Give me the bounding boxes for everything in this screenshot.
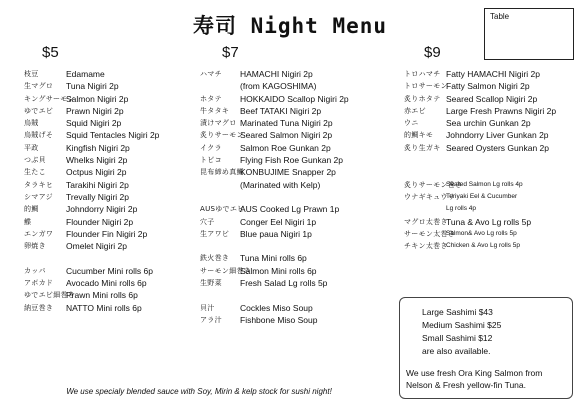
menu-item-english-name: (from KAGOSHIMA): [240, 81, 317, 92]
menu-item-english-name: Beef TATAKI Nigiri 2p: [240, 105, 322, 116]
price-header-9: $9: [424, 44, 441, 61]
menu-item-english-name: Edamame: [66, 69, 105, 79]
menu-item-japanese-name: トロハマチ: [404, 70, 441, 78]
menu-item-english-name: Tarakihi Nigiri 2p: [66, 179, 129, 190]
menu-item-japanese-name: アボカド: [24, 279, 54, 288]
menu-item-japanese-name: イクラ: [200, 143, 222, 152]
menu-item-english-name: Squid Nigiri 2p: [66, 118, 122, 129]
menu-item-japanese-name: ウニ: [404, 119, 419, 128]
menu-item-english-name: Large Fresh Prawns Nigiri 2p: [446, 105, 557, 116]
menu-item-japanese-name: アラ汁: [200, 315, 222, 324]
menu-item-english-name: Flounder Nigiri 2p: [66, 216, 134, 227]
menu-item-japanese-name: 烏賊: [24, 119, 39, 128]
menu-item-english-name: Teriyaki Eel & Cucumber: [446, 192, 518, 200]
menu-item-english-name: Flounder Fin Nigiri 2p: [66, 228, 148, 239]
menu-item-english-name: (Marinated with Kelp): [240, 179, 321, 190]
sashimi-medium: Medium Sashimi $25: [422, 320, 502, 330]
menu-item-japanese-name: 生たこ: [24, 168, 46, 177]
menu-item-english-name: Salmon Roe Gunkan 2p: [240, 142, 331, 153]
menu-item-japanese-name: 生アワビ: [200, 229, 230, 238]
menu-item-japanese-name: 穴子: [200, 217, 215, 226]
menu-item-japanese-name: 炙りサーモン巻き: [404, 180, 463, 189]
menu-item-english-name: Seared Salmon Lg rolls 4p: [446, 180, 523, 188]
menu-item-english-name: Whelks Nigiri 2p: [66, 155, 128, 166]
menu-item-japanese-name: トビコ: [200, 156, 222, 165]
menu-item-english-name: Avocado Mini rolls 6p: [66, 278, 147, 289]
menu-item-japanese-name: 牛タタキ: [200, 106, 230, 115]
menu-item-english-name: Tuna Nigiri 2p: [66, 81, 119, 92]
menu-item-english-name: Sea urchin Gunkan 2p: [446, 118, 531, 129]
menu-item-japanese-name: 漬けマグロ: [200, 119, 237, 128]
menu-item-english-name: Prawn Mini rolls 6p: [66, 290, 138, 301]
menu-item-japanese-name: 平政: [24, 143, 39, 152]
menu-item-english-name: Prawn Nigiri 2p: [66, 105, 124, 116]
menu-item-english-name: HAMACHI Nigiri 2p: [240, 69, 313, 79]
menu-item-english-name: Conger Eel Nigiri 1p: [240, 216, 317, 227]
menu-item-japanese-name: トロサーモン: [404, 82, 448, 91]
menu-item-japanese-name: つぶ貝: [24, 156, 46, 165]
menu-item-japanese-name: カッパ: [24, 266, 46, 275]
menu-item-english-name: NATTO Mini rolls 6p: [66, 302, 142, 313]
menu-item-english-name: Fatty HAMACHI Nigiri 2p: [446, 69, 540, 79]
menu-item-english-name: Trevally Nigiri 2p: [66, 191, 129, 202]
menu-item-japanese-name: ゆでエビ: [24, 106, 54, 115]
menu-item-japanese-name: 的鯛: [24, 205, 39, 214]
sashimi-box: [399, 297, 573, 399]
sashimi-small: Small Sashimi $12: [422, 333, 493, 343]
sashimi-large: Large Sashimi $43: [422, 307, 493, 317]
menu-item-english-name: HOKKAIDO Scallop Nigiri 2p: [240, 93, 349, 104]
menu-item-english-name: Salmon Nigiri 2p: [66, 93, 129, 104]
table-label: Table: [490, 12, 510, 21]
menu-item-japanese-name: 鉄火巻き: [200, 254, 230, 263]
menu-item-japanese-name: サーモン細巻き: [200, 266, 252, 275]
menu-item-japanese-name: エンガワ: [24, 229, 54, 238]
table-number-box: [484, 8, 574, 60]
menu-item-japanese-name: タラキヒ: [24, 180, 54, 189]
menu-item-japanese-name: 赤エビ: [404, 106, 426, 115]
menu-item-english-name: Chicken & Avo Lg rolls 5p: [446, 242, 520, 250]
menu-item-english-name: Salmon Mini rolls 6p: [240, 265, 317, 276]
menu-item-english-name: Lg rolls 4p: [446, 205, 476, 213]
menu-item-japanese-name: 昆布締め真鯛: [200, 168, 244, 177]
menu-item-japanese-name: AUSゆでエビ: [200, 205, 245, 214]
footer-note: We use specialy blended sauce with Soy, Mirin & kelp stock for sushi night!: [66, 387, 332, 396]
menu-item-english-name: Blue paua Nigiri 1p: [240, 228, 312, 239]
fresh-note-line-1: We use fresh Ora King Salmon from: [406, 368, 543, 378]
menu-item-japanese-name: 納豆巻き: [24, 303, 54, 312]
sashimi-note: are also available.: [422, 346, 491, 356]
menu-item-english-name: Kingfish Nigiri 2p: [66, 142, 130, 153]
menu-item-english-name: Johndorry Liver Gunkan 2p: [446, 130, 549, 141]
menu-item-english-name: Tuna Mini rolls 6p: [240, 253, 307, 264]
menu-item-japanese-name: 貝汁: [200, 303, 215, 312]
menu-item-japanese-name: シマアジ: [24, 192, 53, 201]
menu-item-japanese-name: ウナギキュウリ: [404, 192, 456, 201]
menu-item-english-name: Salmon& Avo Lg rolls 5p: [446, 229, 517, 237]
menu-item-japanese-name: 卵焼き: [24, 242, 46, 251]
menu-item-japanese-name: 鰈: [24, 217, 32, 226]
menu-item-english-name: AUS Cooked Lg Prawn 1p: [240, 204, 340, 215]
menu-item-english-name: Tuna & Avo Lg rolls 5p: [446, 216, 532, 227]
menu-item-english-name: Flying Fish Roe Gunkan 2p: [240, 155, 343, 166]
menu-item-english-name: Seared Scallop Nigiri 2p: [446, 93, 538, 104]
menu-item-english-name: Marinated Tuna Nigiri 2p: [240, 118, 333, 129]
menu-item-japanese-name: 的鯛キモ: [404, 131, 434, 140]
menu-item-japanese-name: 烏賊げそ: [24, 131, 54, 140]
menu-item-english-name: Seared Oysters Gunkan 2p: [446, 142, 550, 153]
menu-item-japanese-name: チキン太巻き: [404, 242, 448, 251]
menu-title: 寿司 Night Menu: [192, 14, 388, 38]
menu-item-english-name: Cockles Miso Soup: [240, 302, 313, 313]
menu-item-english-name: Seared Salmon Nigiri 2p: [240, 130, 333, 141]
price-header-5: $5: [42, 44, 59, 61]
menu-item-english-name: Octpus Nigiri 2p: [66, 167, 127, 178]
menu-item-japanese-name: 炙りサーモン: [200, 131, 244, 140]
price-header-7: $7: [222, 44, 239, 61]
menu-item-japanese-name: ゆでエビ細巻き: [24, 291, 76, 300]
menu-item-english-name: Fishbone Miso Soup: [240, 314, 318, 325]
menu-item-japanese-name: マグロ太巻き: [404, 217, 448, 226]
menu-item-japanese-name: キングサーモン: [24, 94, 75, 103]
menu-item-japanese-name: 炙り生ガキ: [404, 143, 441, 152]
menu-item-japanese-name: 生野菜: [200, 279, 222, 288]
menu-item-english-name: KONBUJIME Snapper 2p: [240, 167, 336, 178]
menu-item-japanese-name: サーモン太巻き: [404, 229, 456, 238]
menu-item-english-name: Cucumber Mini rolls 6p: [66, 265, 153, 276]
menu-item-japanese-name: ハマチ: [200, 70, 222, 78]
menu-item-english-name: Johndorry Nigiri 2p: [66, 204, 138, 215]
menu-item-japanese-name: 炙りホタテ: [404, 94, 441, 103]
menu-item-english-name: Fresh Salad Lg rolls 5p: [240, 278, 328, 289]
menu-item-english-name: Squid Tentacles Nigiri 2p: [66, 130, 160, 141]
menu-item-japanese-name: 枝豆: [24, 70, 39, 78]
fresh-note-line-2: Nelson & Fresh yellow-fin Tuna.: [406, 380, 526, 390]
menu-item-japanese-name: ホタテ: [200, 94, 222, 103]
menu-item-english-name: Fatty Salmon Nigiri 2p: [446, 81, 530, 92]
menu-item-english-name: Omelet Nigiri 2p: [66, 241, 127, 252]
menu-item-japanese-name: 生マグロ: [24, 82, 54, 91]
